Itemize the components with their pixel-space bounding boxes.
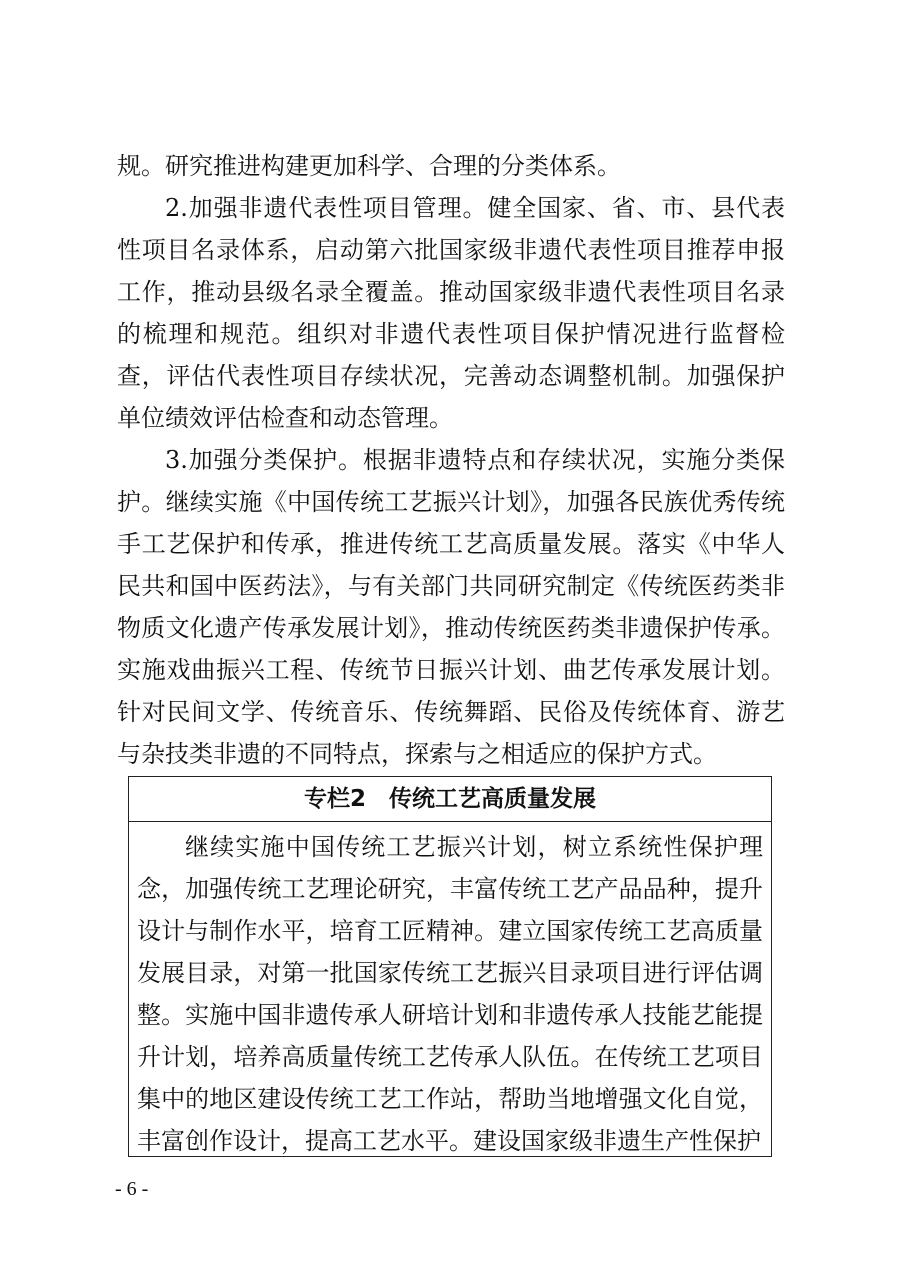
paragraph-item-2: 2.加强非遗代表性项目管理。健全国家、省、市、县代表性项目名录体系，启动第六批国家级非遗代表性项目推荐申报工作，推动县级名录全覆盖。推动国家级非遗代表性项目名录的梳理和规范。组织对非遗代表性项目保护情况进行监督检查，评估代表性项目存续状况，完善动态调整机制。加强保护单位绩效评估检查和动态管理。 (117, 194, 785, 432)
column-box-body: 继续实施中国传统工艺振兴计划，树立系统性保护理念，加强传统工艺理论研究，丰富传统工艺产品品种，提升设计与制作水平，培育工匠精神。建立国家传统工艺高质量发展目录，对第一批国家传统工艺振兴目录项目进行评估调整。实施中国非遗传承人研培计划和非遗传承人技能艺能提升计划，培养高质量传统工艺传承人队伍。在传统工艺项目集中的地区建设传统工艺工作站，帮助当地增强文化自觉，丰富创作设计，提高工艺水平。建设国家级非遗生产性保护 (137, 833, 763, 1155)
paragraph-continuation: 规。研究推进构建更加科学、合理的分类体系。 (117, 152, 621, 180)
column-box (128, 776, 772, 1157)
body-text (117, 145, 785, 775)
paragraph-item-3: 3.加强分类保护。根据非遗特点和存续状况，实施分类保护。继续实施《中国传统工艺振兴计划》，加强各民族优秀传统手工艺保护和传承，推进传统工艺高质量发展。落实《中华人民共和国中医药法》，与有关部门共同研究制定《传统医药类非物质文化遗产传承发展计划》，推动传统医药类非遗保护传承。实施戏曲振兴工程、传统节日振兴计划、曲艺传承发展计划。针对民间文学、传统音乐、传统舞蹈、民俗及传统体育、游艺与杂技类非遗的不同特点，探索与之相适应的保护方式。 (117, 446, 785, 768)
column-box-title: 专栏2 传统工艺高质量发展 (129, 777, 771, 822)
page-number: - 6 - (115, 1178, 149, 1200)
